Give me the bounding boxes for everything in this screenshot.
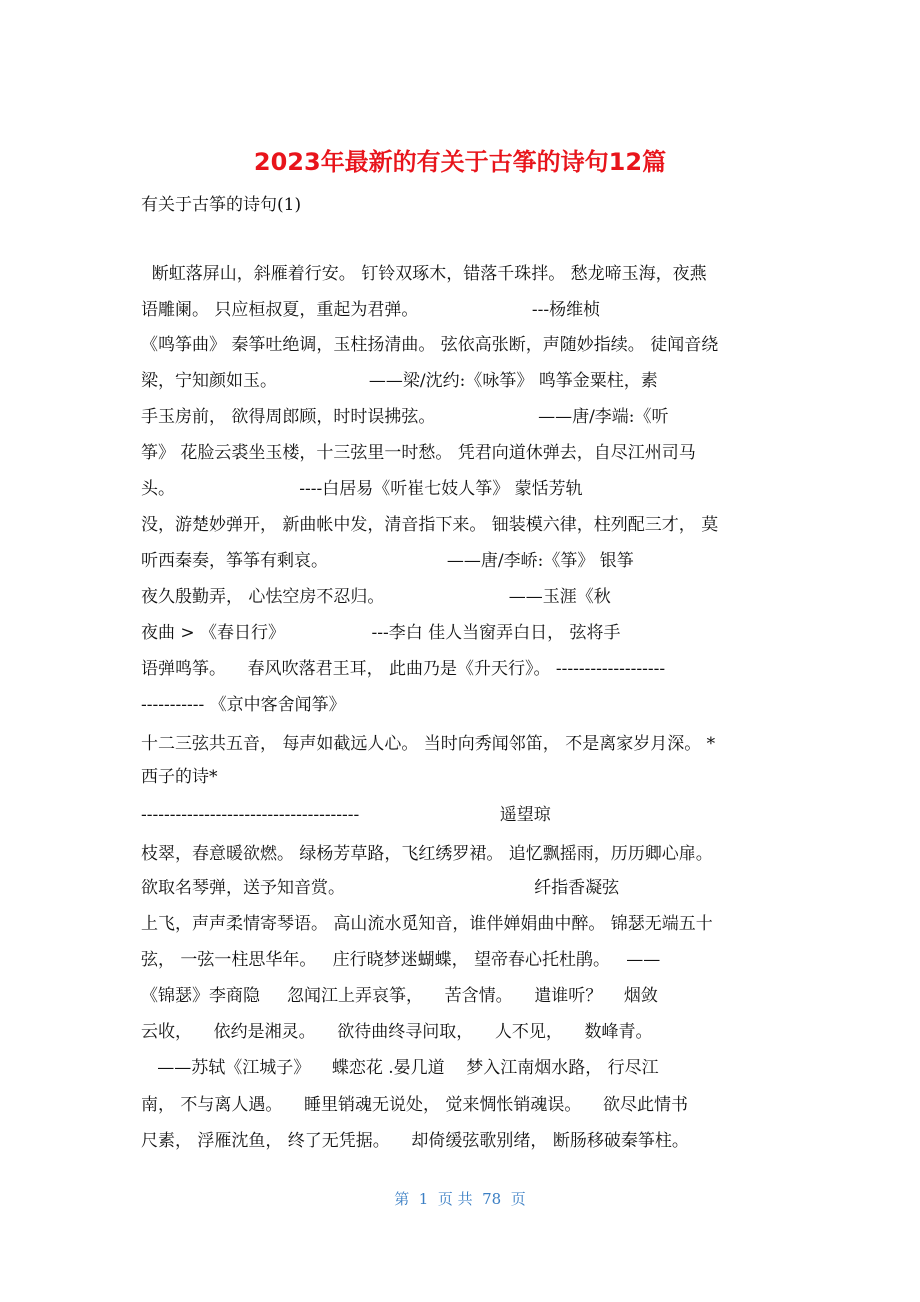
- body-line: 十二三弦共五音， 每声如截远人心。 当时向秀闻邻笛， 不是离家岁月深。 *: [141, 734, 716, 754]
- document-title: 2023年最新的有关于古筝的诗句12篇: [253, 148, 667, 176]
- page-footer: 第 1 页 共 78 页: [394, 1190, 526, 1208]
- body-line: 枝翠，春意暖欲燃。 绿杨芳草路，飞红绣罗裙。 追忆飘摇雨，历历卿心扉。: [141, 844, 713, 864]
- body-line: 梁，宁知颜如玉。 ——梁/沈约:《咏筝》 鸣筝金粟柱，素: [141, 371, 658, 391]
- body-line: 手玉房前， 欲得周郎顾，时时误拂弦。 ——唐/李端:《听: [141, 407, 669, 427]
- body-line: 弦， 一弦一柱思华年。 庄行晓梦迷蝴蝶， 望帝春心托杜鹃。 ——: [141, 950, 661, 970]
- body-line: 《鸣筝曲》 秦筝吐绝调，玉柱扬清曲。 弦依高张断，声随妙指续。 徒闻音绕: [141, 335, 719, 355]
- body-line: 听西秦奏，筝筝有剩哀。 ——唐/李峤:《筝》 银筝: [141, 551, 634, 571]
- body-line: 断虹落屏山，斜雁着行安。 钉铃双琢木，错落千珠拌。 愁龙啼玉海，夜燕: [141, 264, 707, 284]
- body-line: 云收， 依约是湘灵。 欲待曲终寻问取， 人不见， 数峰青。: [141, 1022, 653, 1042]
- body-line: 语雕阑。 只应桓叔夏，重起为君弹。 ---杨维桢: [141, 300, 601, 320]
- body-line: ----------- 《京中客舍闻筝》: [141, 695, 346, 715]
- body-line: 头。 ----白居易《听崔七妓人筝》 蒙恬芳轨: [141, 479, 583, 499]
- body-line: 语弹鸣筝。 春风吹落君王耳， 此曲乃是《升天行》。 -------------------: [141, 659, 666, 679]
- body-line: 没，游楚妙弹开， 新曲帐中发，清音指下来。 钿装模六律，柱列配三才， 莫: [141, 515, 719, 535]
- body-line: 上飞，声声柔情寄琴语。 高山流水觅知音，谁伴婵娟曲中醉。 锦瑟无端五十: [141, 914, 713, 934]
- body-line: 南， 不与离人遇。 睡里销魂无说处， 觉来惆怅销魂误。 欲尽此情书: [141, 1095, 689, 1115]
- body-line: 夜久殷勤弄， 心怯空房不忍归。 ——玉涯《秋: [141, 587, 611, 607]
- body-line: 西子的诗*: [141, 767, 218, 787]
- body-line: 欲取名琴弹，送予知音赏。 纤指香凝弦: [141, 878, 620, 898]
- body-line: ——苏轼《江城子》 蝶恋花 .晏几道 梦入江南烟水路， 行尽江: [141, 1058, 659, 1078]
- body-line: -------------------------------------- 遥望琼: [141, 805, 551, 825]
- body-line: 筝》 花脸云裘坐玉楼，十三弦里一时愁。 凭君向道休弹去，自尽江州司马: [141, 443, 696, 463]
- section-heading: 有关于古筝的诗句(1): [141, 195, 302, 215]
- body-line: 夜曲 > 《春日行》 ---李白 佳人当窗弄白日， 弦将手: [141, 623, 621, 643]
- body-line: 《锦瑟》李商隐 忽闻江上弄哀筝， 苦含情。 遣谁听？ 烟敛: [141, 986, 658, 1006]
- body-line: 尺素， 浮雁沈鱼， 终了无凭据。 却倚缓弦歌别绪， 断肠移破秦筝柱。: [141, 1131, 689, 1151]
